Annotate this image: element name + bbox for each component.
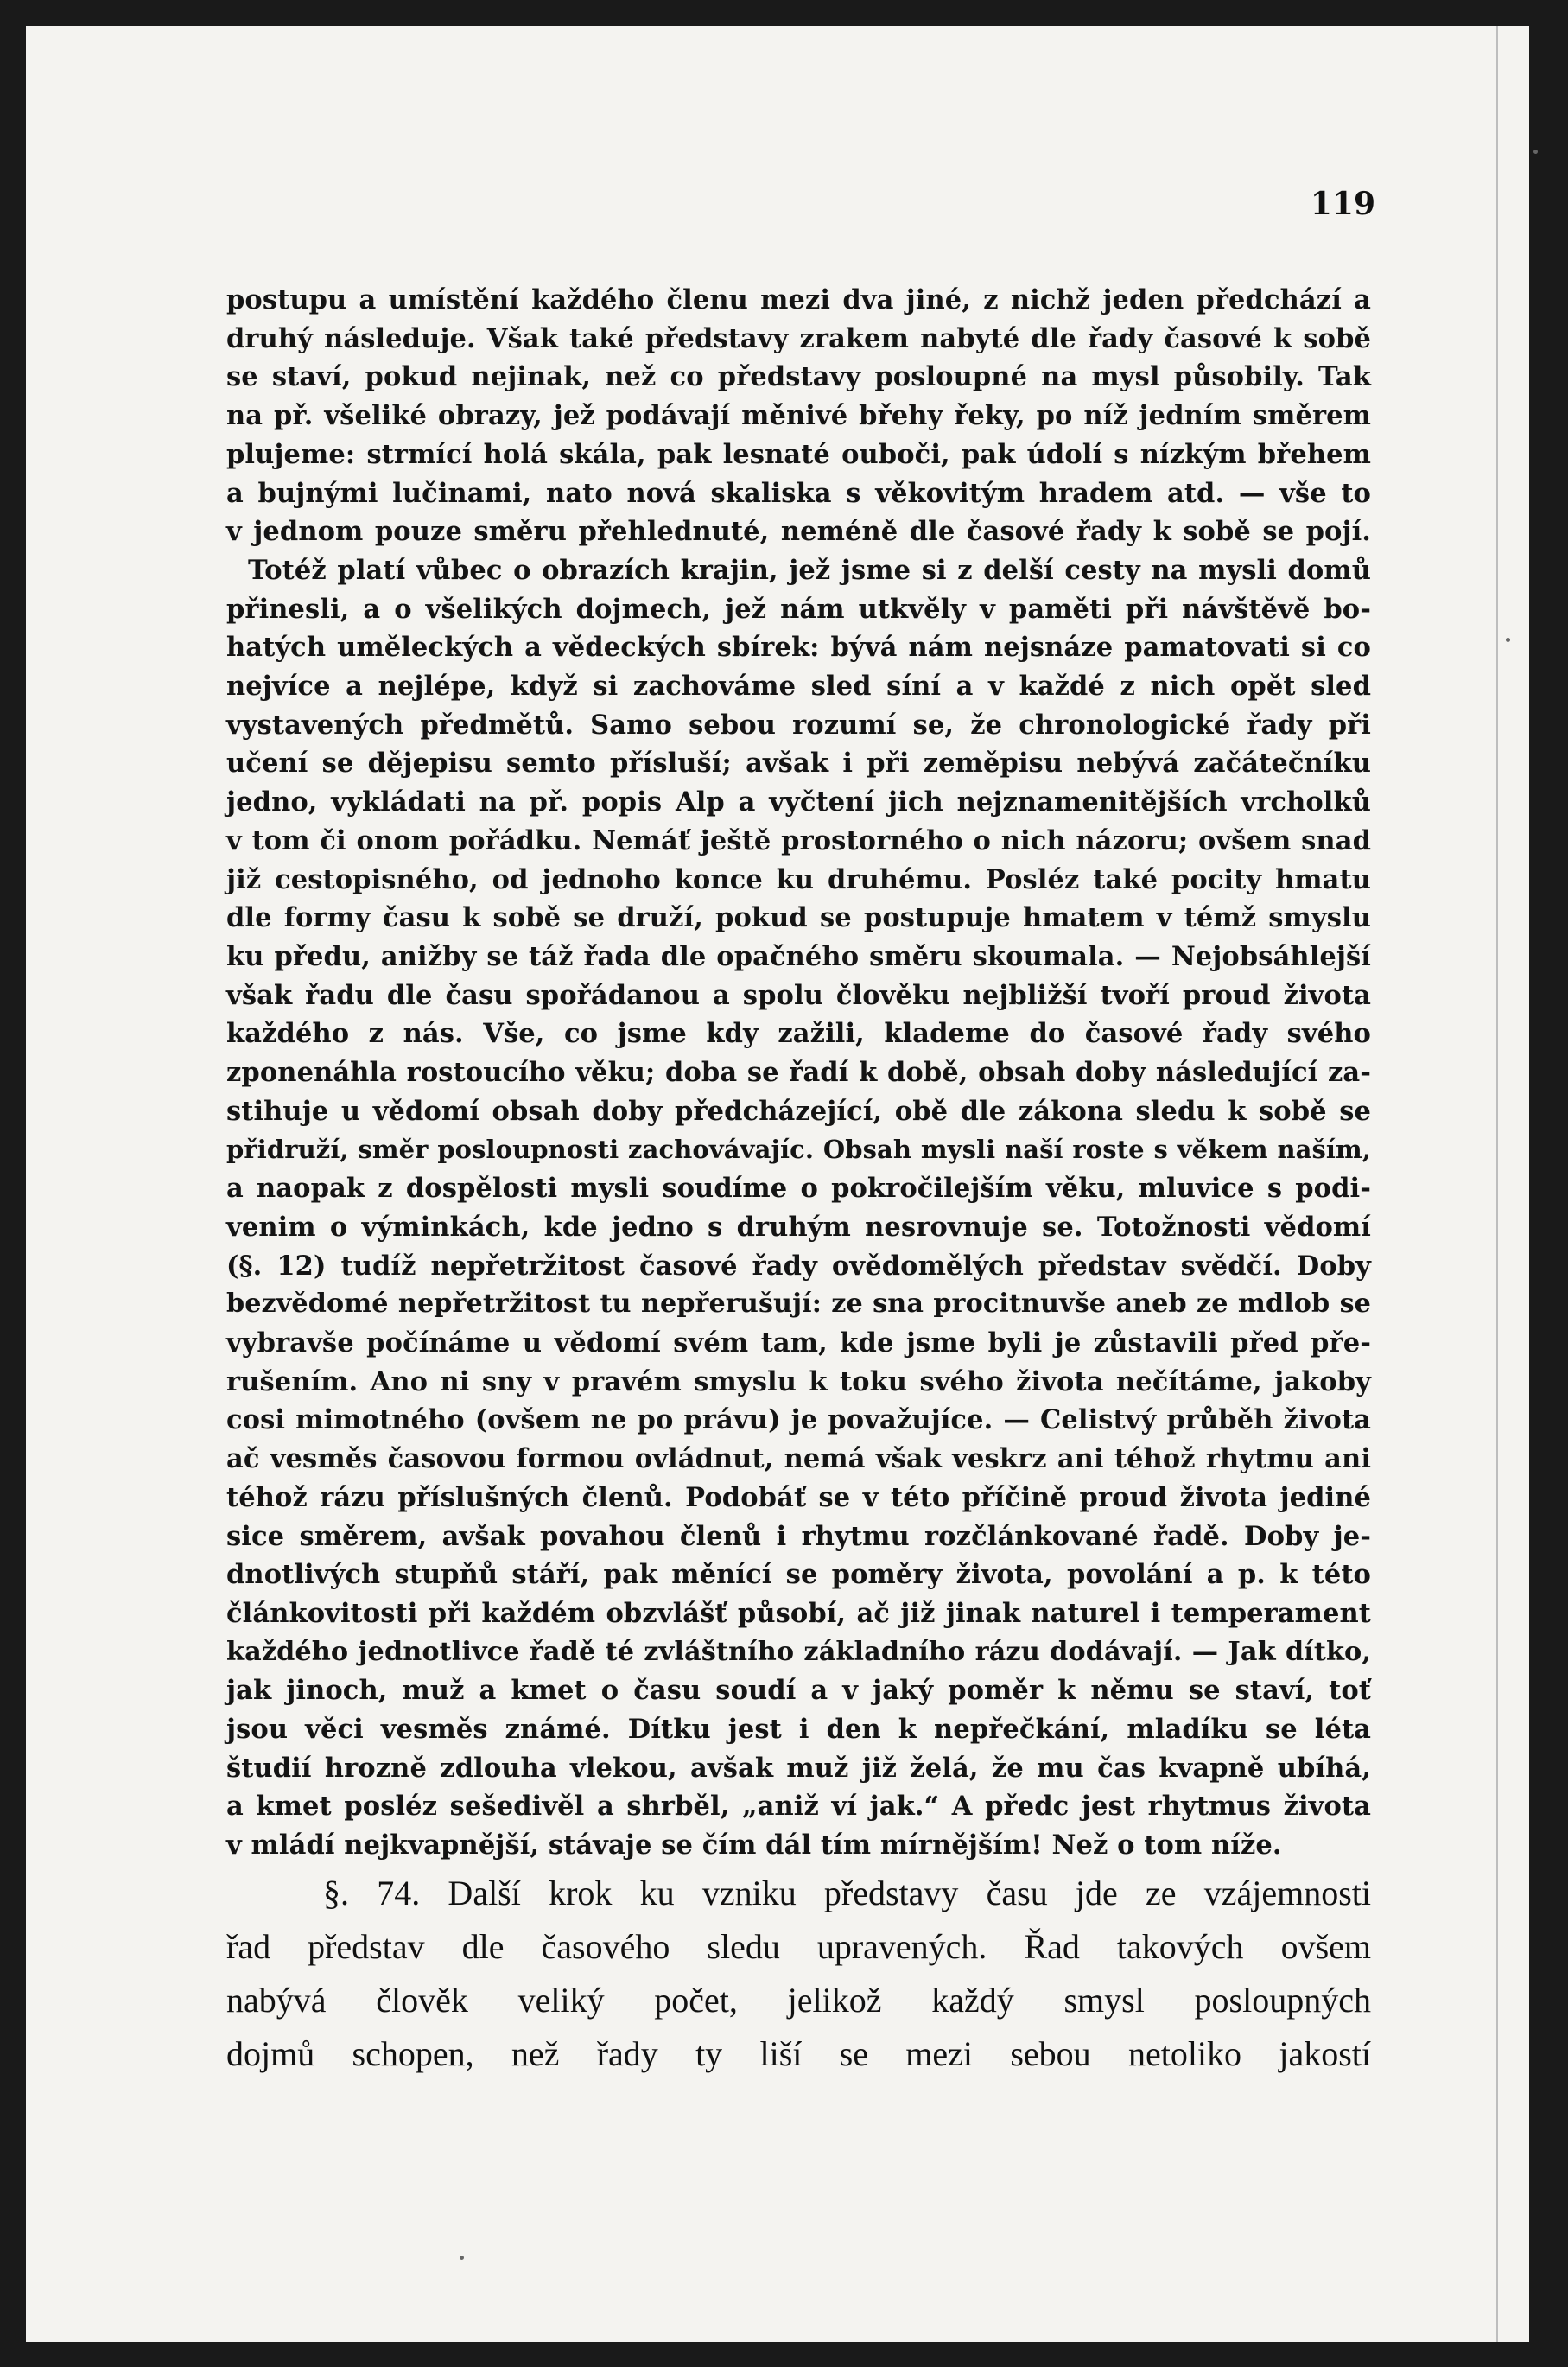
text-line: študií hrozně zdlouha vlekou, avšak muž již želá, že mu čas kvapně ubíhá, xyxy=(226,1752,1371,1784)
text-line: nabývá člověk veliký počet, jelikož každý smysl posloupných xyxy=(226,1981,1371,2020)
text-line: v tom či onom pořádku. Nemáť ještě prostorného o nich názoru; ovšem snad xyxy=(226,824,1371,856)
text-line: hatých uměleckých a vědeckých sbírek: bývá nám nejsnáze pamatovati si co xyxy=(226,632,1371,664)
speck-mark xyxy=(460,2256,464,2260)
text-line: druhý následuje. Však také představy zrakem nabyté dle řady časové k sobě xyxy=(226,322,1371,354)
text-line: dojmů schopen, než řady ty liší se mezi sebou netoliko jakostí xyxy=(226,2034,1371,2073)
text-line: venim o výminkách, kde jedno s druhým nesrovnuje se. Totožnosti vědomí xyxy=(226,1211,1371,1243)
text-line: na př. všeliké obrazy, jež podávají měnivé břehy řeky, po níž jedním směrem xyxy=(226,400,1371,432)
text-line: postupu a umístění každého členu mezi dva jiné, z nichž jeden předchází a xyxy=(226,284,1371,315)
text-line: cosi mimotného (ovšem ne po právu) je považujíce. — Celistvý průběh života xyxy=(226,1404,1371,1436)
text-line: vybravše počínáme u vědomí svém tam, kde jsme byli je zůstavili před pře- xyxy=(226,1327,1371,1358)
text-line: dnotlivých stupňů stáří, pak měnící se poměry života, povolání a p. k této xyxy=(226,1559,1371,1591)
text-line: a naopak z dospělosti mysli soudíme o pokročilejším věku, mluvice s podi- xyxy=(226,1173,1371,1205)
speck-mark xyxy=(1533,150,1538,154)
text-line: nejvíce a nejlépe, když si zachováme sled síní a v každé z nich opět sled xyxy=(226,671,1371,703)
text-line: zponenáhla rostoucího věku; doba se řadí k době, obsah doby následující za- xyxy=(226,1057,1371,1089)
text-line: ač vesměs časovou formou ovládnut, nemá však veskrz ani téhož rhytmu ani xyxy=(226,1443,1371,1475)
text-line: jsou věci vesměs známé. Dítku jest i den k nepřečkání, mladíku se léta xyxy=(226,1714,1371,1746)
section-heading-line: §. 74. Další krok ku vzniku představy času jde ze vzájemnosti xyxy=(323,1874,1371,1912)
text-line: učení se dějepisu semto přísluší; avšak i při zeměpisu nebývá začátečníku xyxy=(226,748,1371,779)
text-line: (§. 12) tudíž nepřetržitost časové řady ovědomělých představ svědčí. Doby xyxy=(226,1250,1371,1282)
text-line: řad představ dle časového sledu upravených. Řad takových ovšem xyxy=(226,1927,1371,1966)
text-line: každého z nás. Vše, co jsme kdy zažili, klademe do časové řady svého xyxy=(226,1018,1371,1050)
text-line: bezvědomé nepřetržitost tu nepřerušují: ze sna procitnuvše aneb ze mdlob se xyxy=(226,1288,1371,1320)
text-line: se staví, pokud nejinak, než co představy posloupné na mysl působily. Tak xyxy=(226,361,1371,393)
section-74-paragraph xyxy=(226,1867,1371,2081)
text-line: článkovitosti při každém obzvlášť působí, ač již jinak naturel i temperament xyxy=(226,1597,1371,1629)
body-paragraph xyxy=(226,281,1371,1865)
text-line: již cestopisného, od jednoho konce ku druhému. Posléz také pocity hmatu xyxy=(226,863,1371,895)
text-line: téhož rázu příslušných členů. Podobáť se v této příčině proud života jediné xyxy=(226,1481,1371,1513)
text-line: vystavených předmětů. Samo sebou rozumí se, že chronologické řady při xyxy=(226,709,1371,741)
text-line: a kmet posléz sešedivěl a shrběl, „aniž ví jak.“ A předc jest rhytmus života xyxy=(226,1791,1371,1823)
text-line: v jednom pouze směru přehlednuté, neméně dle časové řady k sobě se pojí. xyxy=(226,516,1371,548)
text-line: stihuje u vědomí obsah doby předcházející, obě dle zákona sledu k sobě se xyxy=(226,1095,1371,1127)
text-line: však řadu dle času spořádanou a spolu člověku nejbližší tvoří proud života xyxy=(226,979,1371,1011)
text-line: rušením. Ano ni sny v pravém smyslu k toku svého života nečítáme, jakoby xyxy=(226,1365,1371,1397)
text-line: přinesli, a o všelikých dojmech, jež nám utkvěly v paměti při návštěvě bo- xyxy=(226,593,1371,625)
text-line: ku předu, anižby se táž řada dle opačného směru skoumala. — Nejobsáhlejší xyxy=(226,940,1371,972)
page-number: 119 xyxy=(1310,186,1375,222)
book-page xyxy=(26,26,1529,2342)
text-line: každého jednotlivce řadě té zvláštního základního rázu dodávají. — Jak dítko, xyxy=(226,1636,1371,1667)
text-line: plujeme: strmící holá skála, pak lesnaté ouboči, pak údolí s nízkým břehem xyxy=(226,438,1371,470)
text-line: v mládí nejkvapnější, stávaje se čím dál tím mírnějším! Než o tom níže. xyxy=(226,1829,1282,1861)
text-line: přidruží, směr posloupnosti zachovávajíc. Obsah mysli naší roste s věkem naším, xyxy=(226,1135,1371,1165)
speck-mark xyxy=(1506,638,1510,642)
text-line: sice směrem, avšak povahou členů i rhytmu rozčlánkované řadě. Doby je- xyxy=(226,1520,1371,1552)
text-line: dle formy času k sobě se druží, pokud se postupuje hmatem v témž smyslu xyxy=(226,902,1371,934)
text-line: jak jinoch, muž a kmet o času soudí a v jaký poměr k němu se staví, toť xyxy=(226,1675,1371,1707)
text-line: jedno, vykládati na př. popis Alp a vyčtení jich nejznamenitějších vrcholků xyxy=(226,786,1371,818)
text-line: a bujnými lučinami, nato nová skaliska s věkovitým hradem atd. — vše to xyxy=(226,477,1371,509)
text-line: Totéž platí vůbec o obrazích krajin, jež jsme si z delší cesty na mysli domů xyxy=(248,554,1371,586)
